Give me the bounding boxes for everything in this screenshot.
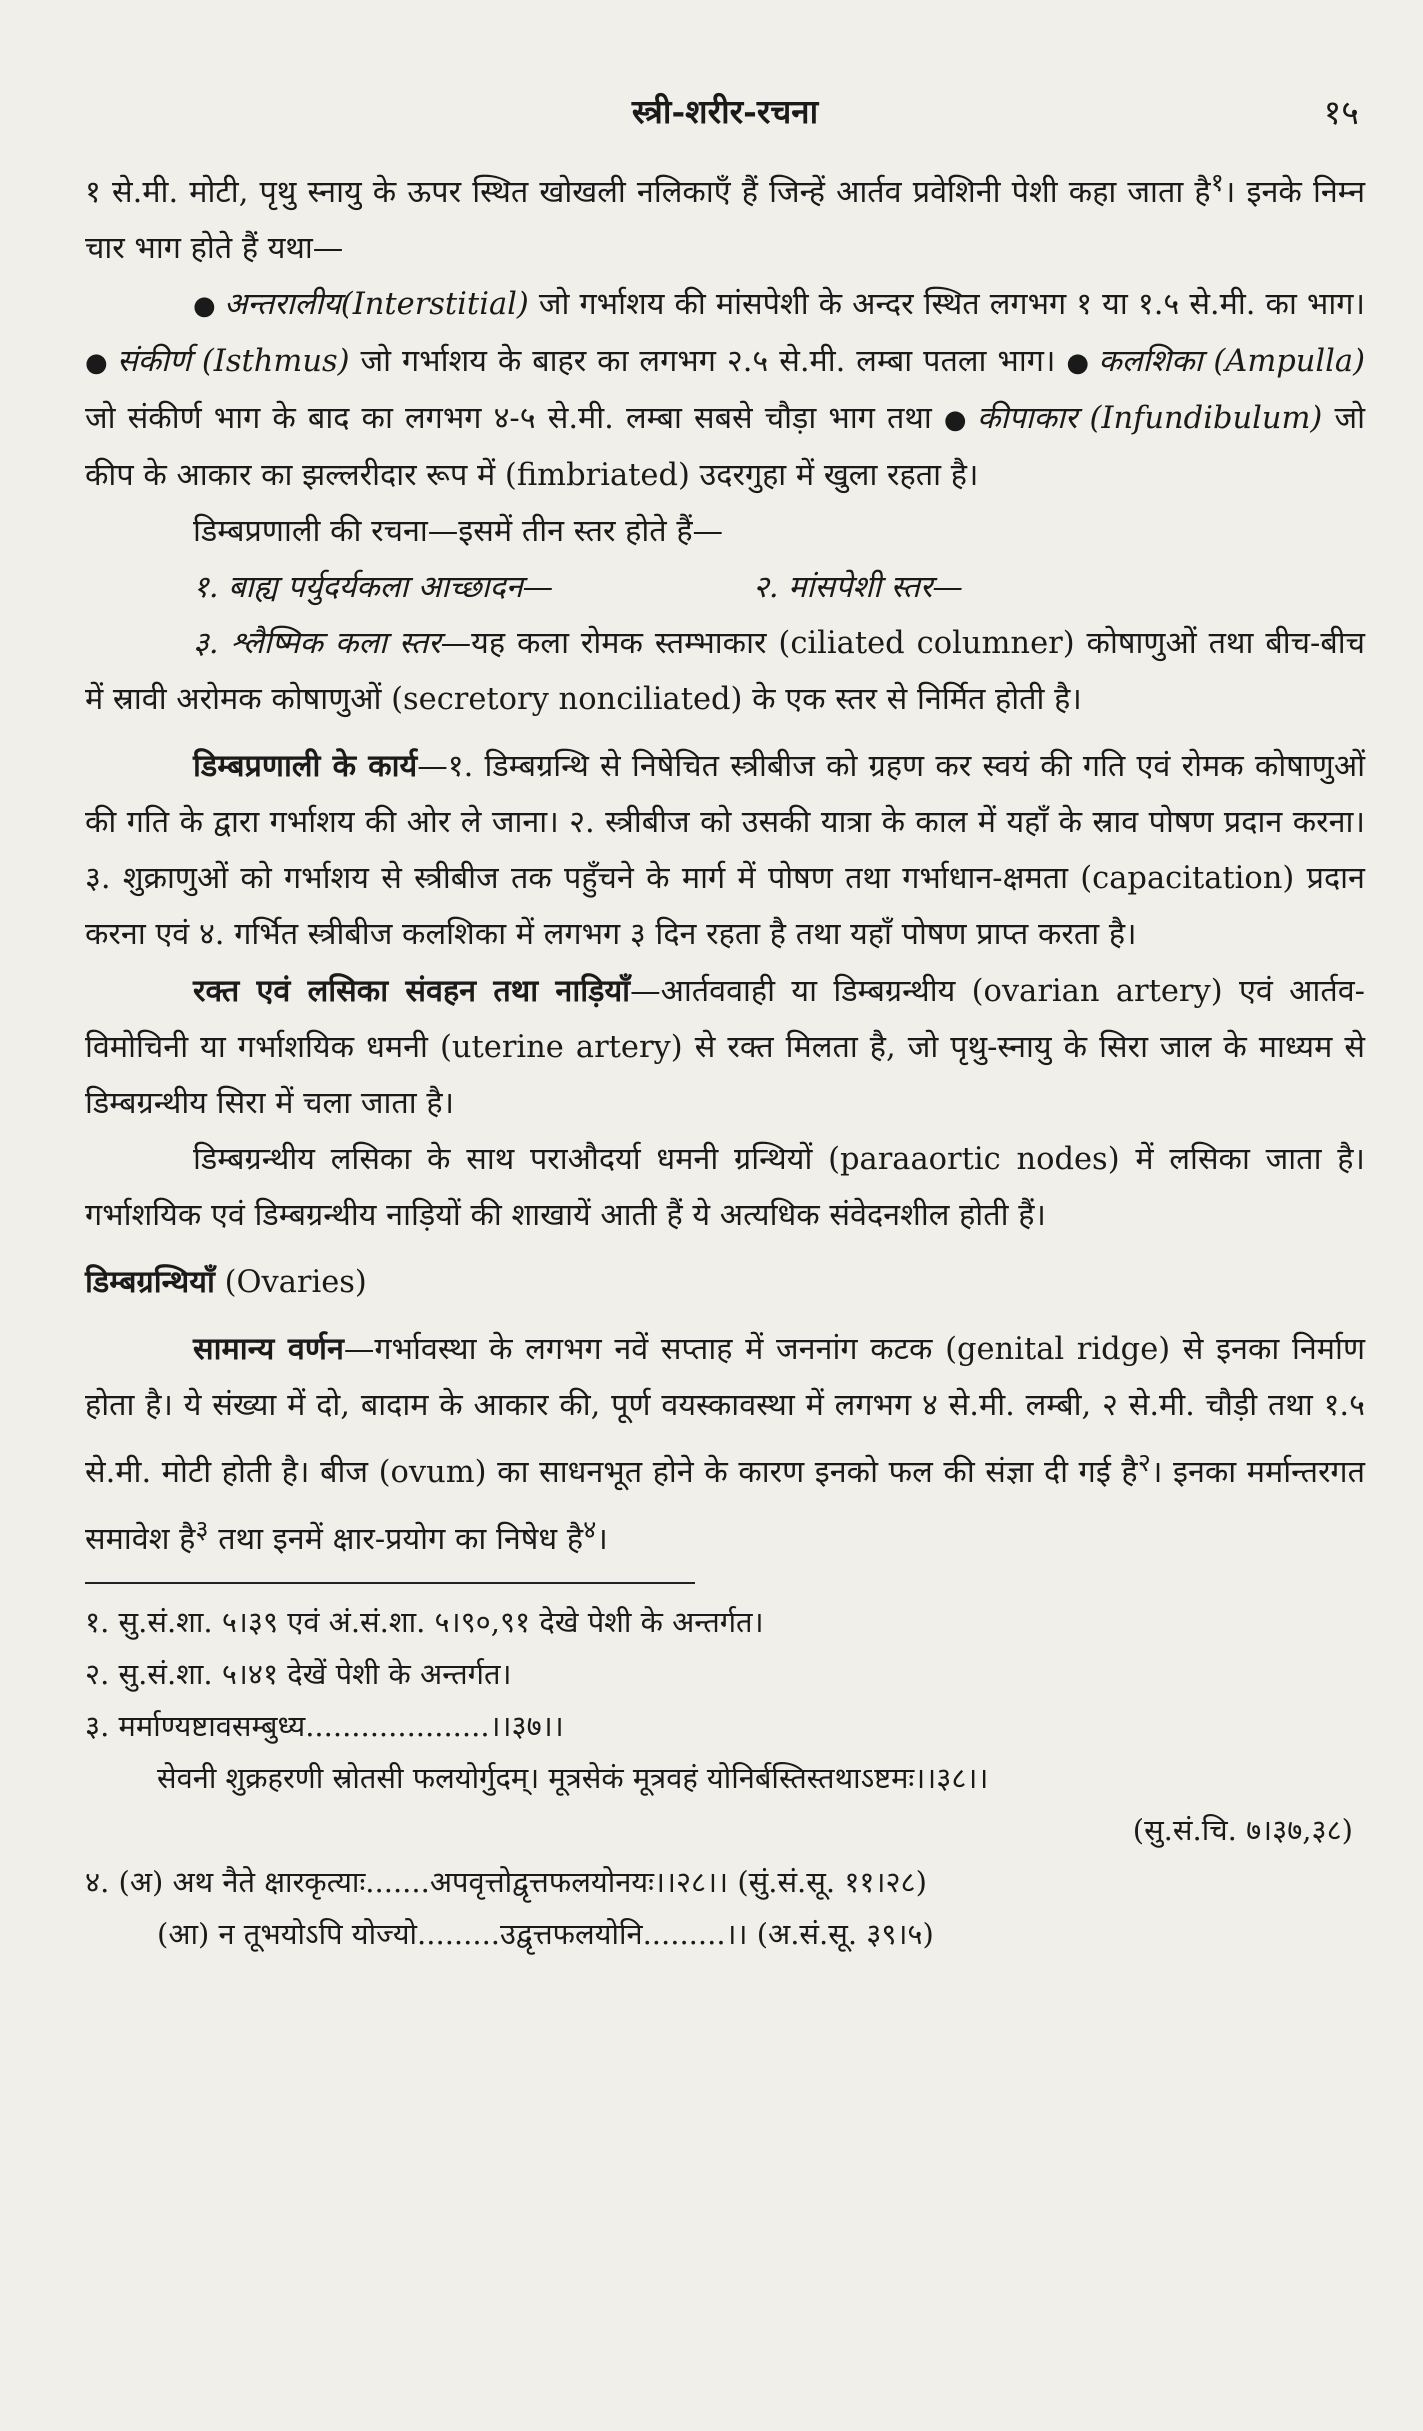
term-isthmus-en: (Isthmus) bbox=[201, 344, 350, 380]
text: तथा इनमें क्षार-प्रयोग का निषेध है bbox=[208, 1522, 584, 1558]
running-head bbox=[85, 88, 1365, 144]
ovaries-heading: डिम्बग्रन्थियाँ bbox=[85, 1264, 215, 1301]
footnote-4-b: (आ) न तूभयोऽपि योज्यो.........उद्वृत्तफलयोनि.........।। (अ.सं.सू. ३९।५) bbox=[157, 1917, 934, 1952]
footnote-2: २. सु.सं.शा. ५।४१ देखें पेशी के अन्तर्गत। bbox=[85, 1657, 512, 1692]
term-ampulla: कलशिका bbox=[1098, 344, 1203, 380]
bullet-icon: ● bbox=[1066, 348, 1091, 379]
paragraph-tube-structure: डिम्बप्रणाली की रचना—इसमें तीन स्तर होते हैं— bbox=[193, 514, 724, 550]
footnote-3-verse: सेवनी शुक्रहरणी स्रोतसी फलयोर्गुदम्। मूत्रसेकं मूत्रवहं योनिर्बस्तिस्तथाऽष्टमः।।३८।। bbox=[157, 1761, 989, 1796]
ovaries-heading-en: (Ovaries) bbox=[214, 1265, 367, 1301]
text: —आर्तववाही या डिम्बग्रन्थीय (ovarian artery) एवं आर्तव-विमोचिनी या गर्भाशयिक धमनी (uterine artery) से रक्त मिलता है, जो पृथु-स्नायु के सिरा जाल के माध्यम से डिम्बग्रन्थीय सिरा में चला जाता है। bbox=[85, 974, 1365, 1122]
text: । इनका मर्मान्तरगत समावेश है bbox=[85, 1455, 1365, 1558]
bullet-icon: ● bbox=[943, 405, 970, 436]
footnote-divider bbox=[85, 1582, 695, 1584]
bullet-icon: ● bbox=[193, 291, 217, 322]
section-heading-ovaries bbox=[85, 1254, 1365, 1311]
footnotes bbox=[85, 1596, 1365, 1960]
page-title: स्त्री-शरीर-रचना bbox=[631, 92, 819, 131]
text: —गर्भावस्था के लगभग नवें सप्ताह में जननांग कटक (genital ridge) से इनका निर्माण होता है। ये संख्या में दो, बादाम के आकार की, पूर्ण वयस्कावस्था में लगभग ४ से.मी. लम्बी, २ से.मी. चौड़ी तथा १.५ से.मी. मोटी होती है। बीज (ovum) का साधनभूत होने के कारण इनको फल की संज्ञा दी गई है bbox=[85, 1332, 1365, 1491]
term-infundibulum-en: (Infundibulum) bbox=[1089, 401, 1323, 437]
paragraph-tube-parts bbox=[85, 277, 1365, 504]
footnote-3: ३. मर्माण्यष्टावसम्बुध्य....................।।३७।। bbox=[85, 1709, 564, 1744]
paragraph-functions bbox=[85, 738, 1365, 963]
term-ampulla-en: (Ampulla) bbox=[1213, 344, 1366, 380]
layer-1: १. बाह्य पर्युदर्यकला आच्छादन— bbox=[193, 570, 554, 606]
layer-3-label: ३. श्लैष्मिक कला स्तर bbox=[193, 626, 441, 662]
text: जो गर्भाशय के बाहर का लगभग २.५ से.मी. लम्बा पतला भाग। bbox=[349, 344, 1067, 380]
text: —यह कला रोमक स्तम्भाकार (ciliated columner) कोषाणुओं तथा बीच-बीच में स्रावी अरोमक कोषाणुओं (secretory nonciliated) के एक स्तर से निर्मित होती है। bbox=[85, 626, 1365, 718]
footnote-1: १. सु.सं.शा. ५।३९ एवं अं.सं.शा. ५।९०,९१ देखे पेशी के अन्तर्गत। bbox=[85, 1605, 764, 1640]
paragraph-lymph: डिम्बग्रन्थीय लसिका के साथ पराऔदर्या धमनी ग्रन्थियों (paraaortic nodes) में लसिका जाता है। गर्भाशयिक एवं डिम्बग्रन्थीय नाड़ियों की शाखायें आती हैं ये अत्यधिक संवेदनशील होती हैं। bbox=[85, 1142, 1365, 1234]
text: जो कीप के आकार का झल्लरीदार रूप में (fimbriated) उदरगुहा में खुला रहता है। bbox=[85, 401, 1365, 494]
bullet-icon: ● bbox=[85, 348, 109, 379]
term-interstitial-en: (Interstitial) bbox=[340, 287, 529, 323]
footnote-4: ४. (अ) अथ नैते क्षारकृत्याः.......अपवृत्तोद्वृत्तफलयोनयः।।२८।। (सुं.सं.सू. ११।२८) bbox=[85, 1865, 927, 1900]
layers-row bbox=[85, 560, 1365, 616]
general-heading: सामान्य वर्णन bbox=[193, 1331, 344, 1368]
text: —१. डिम्बग्रन्थि से निषेचित स्त्रीबीज को ग्रहण कर स्वयं की गति एवं रोमक कोषाणुओं की गति के द्वारा गर्भाशय की ओर ले जाना। २. स्त्रीबीज को उसकी यात्रा के काल में यहाँ के स्राव पोषण प्रदान करना। ३. शुक्राणुओं को गर्भाशय से स्त्रीबीज तक पहुँचने के मार्ग में पोषण तथा गर्भाधान-क्षमता (capacitation) प्रदान करना एवं ४. गर्भित स्त्रीबीज कलशिका में लगभग ३ दिन रहता है तथा यहाँ पोषण प्राप्त करता है। bbox=[85, 749, 1365, 953]
page-number: १५ bbox=[1323, 93, 1359, 133]
layer-2: २. मांसपेशी स्तर— bbox=[753, 570, 963, 606]
layer-3-paragraph bbox=[85, 616, 1365, 728]
paragraph-fallopian-intro bbox=[85, 154, 1365, 277]
term-infundibulum: कीपाकार bbox=[977, 401, 1078, 437]
supply-heading: रक्त एवं लसिका संवहन तथा नाड़ियाँ bbox=[193, 973, 631, 1010]
footnote-ref: २ bbox=[1137, 1447, 1151, 1478]
functions-heading: डिम्बप्रणाली के कार्य bbox=[193, 748, 418, 785]
footnote-3-reference: (सु.सं.चि. ७।३७,३८) bbox=[1132, 1813, 1353, 1848]
footnote-ref: ४ bbox=[583, 1514, 597, 1545]
footnote-ref: ३ bbox=[195, 1514, 209, 1545]
term-interstitial: अन्तरालीय bbox=[224, 287, 341, 323]
paragraph-general-description bbox=[85, 1321, 1365, 1568]
term-isthmus: संकीर्ण bbox=[116, 344, 191, 380]
footnote-ref: १ bbox=[1210, 167, 1224, 197]
text: । इनके निम्न चार भाग होते हैं यथा— bbox=[85, 175, 1365, 267]
text: १ से.मी. मोटी, पृथु स्नायु के ऊपर स्थित खोखली नलिकाएँ हैं जिन्हें आर्तव प्रवेशिनी पेशी कहा जाता है bbox=[85, 175, 1211, 211]
paragraph-blood-supply bbox=[85, 963, 1365, 1132]
text: । bbox=[596, 1522, 608, 1558]
text: जो संकीर्ण भाग के बाद का लगभग ४-५ से.मी. लम्बा सबसे चौड़ा भाग तथा bbox=[85, 401, 944, 437]
text: जो गर्भाशय की मांसपेशी के अन्दर स्थित लगभग १ या १.५ से.मी. का भाग। bbox=[528, 287, 1365, 323]
